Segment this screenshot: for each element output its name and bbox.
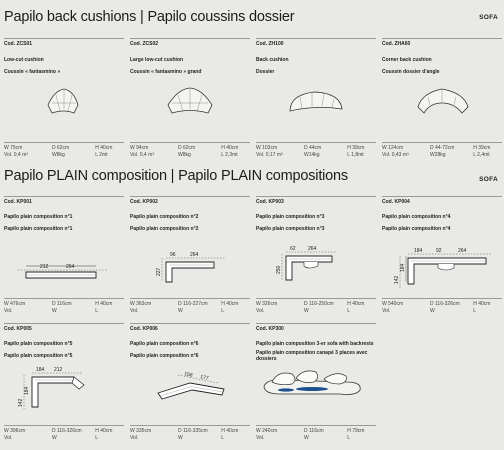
product-specs [256,142,376,159]
product-specs [256,425,376,442]
spec-width: W 476cm [4,301,26,307]
product-code: Cod. KP004 [382,199,410,205]
composition-plan-kp006 [130,359,250,419]
product-card-zh100 [256,38,376,158]
spec-volume: Vol. [130,435,139,441]
product-name-fr: Coussin dossier d'angle [382,69,440,75]
product-name-fr: Papilo plain composition n°4 [382,226,451,232]
dim-label: 184 [400,263,406,272]
spec-length: L 2,3mt [221,152,238,158]
spec-weight: W [178,308,183,314]
dim-label: 184 [414,248,423,254]
spec-length: L 2mt [95,152,108,158]
product-name-en: Low-cut cushion [4,57,44,63]
spec-weight: W [430,308,435,314]
spec-volume: Vol. [130,308,139,314]
spec-length: L [221,308,224,314]
spec-volume: Vol. [382,308,391,314]
spec-depth: D 116-335cm [178,428,208,434]
product-specs [4,298,124,315]
product-code: Cod. ZCS02 [130,41,159,47]
product-code: Cod. ZHA60 [382,41,411,47]
spec-height: H 40cm [221,145,239,151]
composition-plan-kp002 [130,232,250,292]
spec-volume: Vol. [4,308,13,314]
empty-grid-cell [382,323,500,443]
section-tag-sofa: SOFA [479,176,498,183]
spec-width: W 363cm [130,301,152,307]
product-specs [4,425,124,442]
product-name-en: Papilo plain composition n°4 [382,214,451,220]
spec-depth: D 62cm [178,145,196,151]
product-specs [130,142,250,159]
product-name-fr: Papilo plain composition n°1 [4,226,73,232]
spec-height: H 79cm [347,428,365,434]
spec-weight: W [304,435,309,441]
product-name-en: Back cushion [256,57,289,63]
spec-volume: Vol. 0,4 m³ [4,152,28,158]
dim-label: 264 [308,246,317,252]
product-code: Cod. ZH100 [256,41,284,47]
product-specs [130,425,250,442]
spec-length: L [221,435,224,441]
dim-label: 212 [54,367,63,373]
product-name-fr: Papilo plain composition n°3 [256,226,325,232]
composition-plan-kp001 [4,232,124,292]
product-card-kp300 [256,323,376,443]
section-title-back-cushions: Papilo back cushions | Papilo coussins dossier [4,9,295,25]
product-card-kp005 [4,323,124,443]
product-card-kp001 [4,196,124,316]
product-code: Cod. KP006 [130,326,158,332]
spec-height: H 40cm [221,428,239,434]
composition-plan-kp004 [382,232,502,292]
spec-weight: W [178,435,183,441]
spec-length: L 2,4mt [473,152,490,158]
spec-depth: D 44cm [304,145,322,151]
product-card-zcs01 [4,38,124,158]
spec-width: W 540cm [382,301,404,307]
spec-width: W 75cm [4,145,23,151]
spec-volume: Vol. [256,308,265,314]
composition-grid-row1 [4,196,500,316]
product-name-en: Papilo plain composition n°5 [4,341,73,347]
spec-depth: D 116-227cm [178,301,208,307]
spec-width: W 326cm [256,301,278,307]
spec-height: H 40cm [473,301,491,307]
product-specs [382,298,502,315]
product-card-zha60 [382,38,502,158]
spec-width: W 335cm [130,428,152,434]
product-name-fr: Papilo plain composition n°5 [4,353,73,359]
product-name-en: Corner back cushion [382,57,432,63]
product-name-en: Large low-cut cushion [130,57,184,63]
spec-depth: D 116-326cm [430,301,460,307]
spec-length: L [347,435,350,441]
spec-width: W 103cm [256,145,278,151]
spec-height: H 40cm [347,301,365,307]
product-image-low-cut-cushion [4,75,124,123]
product-specs [4,142,124,159]
product-name-en: Papilo plain composition n°1 [4,214,73,220]
spec-volume: Vol. 0,4 m³ [130,152,154,158]
spec-volume: Vol. 0,43 m³ [382,152,409,158]
product-card-kp003 [256,196,376,316]
dim-label: 250 [276,265,282,274]
product-name-en: Papilo plain composition n°6 [130,341,199,347]
dim-label: 212 [40,264,49,270]
product-specs [382,142,502,159]
dim-label: 264 [190,252,199,258]
spec-volume: Vol. [4,435,13,441]
product-name-fr: Papilo plain composition n°6 [130,353,199,359]
dim-label: 142 [394,275,400,284]
dim-label: 158 [183,371,193,379]
product-image-large-low-cut-cushion [130,75,250,123]
spec-width: W 94cm [130,145,149,151]
product-name-fr: Dossier [256,69,275,75]
product-image-kp300-sofa [256,362,376,402]
spec-height: H 40cm [95,301,113,307]
product-code: Cod. KP005 [4,326,32,332]
dim-label: 264 [66,264,75,270]
product-specs [256,298,376,315]
product-name-en: Papilo plain composition n°3 [256,214,325,220]
spec-depth: D 116cm [52,301,72,307]
section-title-plain-compositions: Papilo PLAIN composition | Papilo PLAIN compositions [4,168,348,184]
composition-grid-row2 [4,323,500,443]
spec-depth: D 116-250cm [304,301,334,307]
spec-height: H 39cm [347,145,365,151]
product-code: Cod. KP001 [4,199,32,205]
spec-length: L [95,308,98,314]
spec-length: L [95,435,98,441]
product-card-zcs02 [130,38,250,158]
spec-weight: W [52,435,57,441]
spec-height: H 40cm [95,145,113,151]
spec-volume: Vol. [256,435,265,441]
spec-weight: W28kg [430,152,446,158]
composition-plan-kp005 [4,359,124,419]
dim-label: 227 [156,267,162,276]
spec-depth: D 116cm [304,428,324,434]
spec-length: L 1,8mt [347,152,364,158]
cushion-grid [4,38,500,158]
spec-weight: W8kg [178,152,191,158]
spec-width: W 124cm [382,145,404,151]
spec-length: L [473,308,476,314]
product-code: Cod. KP300 [256,326,284,332]
spec-depth: D 116-326cm [52,428,82,434]
product-card-kp002 [130,196,250,316]
spec-width: W 240cm [256,428,278,434]
product-name-fr: Papilo plain composition canapé 3 places avec dossiers [256,350,368,362]
product-name-fr: Coussin « fantasmino » grand [130,69,202,75]
spec-volume: Vol. 0,17 m³ [256,152,283,158]
dim-label: 92 [436,248,442,254]
spec-length: L [347,308,350,314]
spec-height: H 40cm [221,301,239,307]
spec-weight: W [52,308,57,314]
product-image-corner-back-cushion [382,75,502,123]
product-code: Cod. KP003 [256,199,284,205]
spec-depth: D 62cm [52,145,70,151]
section-tag-sofa: SOFA [479,14,498,21]
dim-label: 264 [458,248,467,254]
product-image-back-cushion [256,75,376,123]
dim-label: 62 [290,246,296,252]
spec-weight: W14kg [304,152,320,158]
spec-height: H 39cm [473,145,491,151]
product-code: Cod. ZCS01 [4,41,33,47]
spec-depth: D 44-72cm [430,145,455,151]
composition-plan-kp003 [256,232,376,292]
spec-weight: W8kg [52,152,65,158]
product-name-fr: Papilo plain composition n°2 [130,226,199,232]
dim-label: 96 [170,252,176,258]
product-name-en: Papilo plain composition n°2 [130,214,199,220]
dim-label: 184 [36,367,45,373]
spec-weight: W [304,308,309,314]
product-code: Cod. KP002 [130,199,158,205]
dim-label: 184 [24,386,30,395]
product-specs [130,298,250,315]
spec-width: W 396cm [4,428,26,434]
dim-label: 142 [18,398,24,407]
product-card-kp006 [130,323,250,443]
spec-height: H 40cm [95,428,113,434]
product-name-en: Papilo plain composition 3-er sofa with backrests [256,341,374,347]
dim-label: 177 [199,374,209,382]
product-name-fr: Coussin « fantasmino » [4,69,61,75]
product-card-kp004 [382,196,502,316]
